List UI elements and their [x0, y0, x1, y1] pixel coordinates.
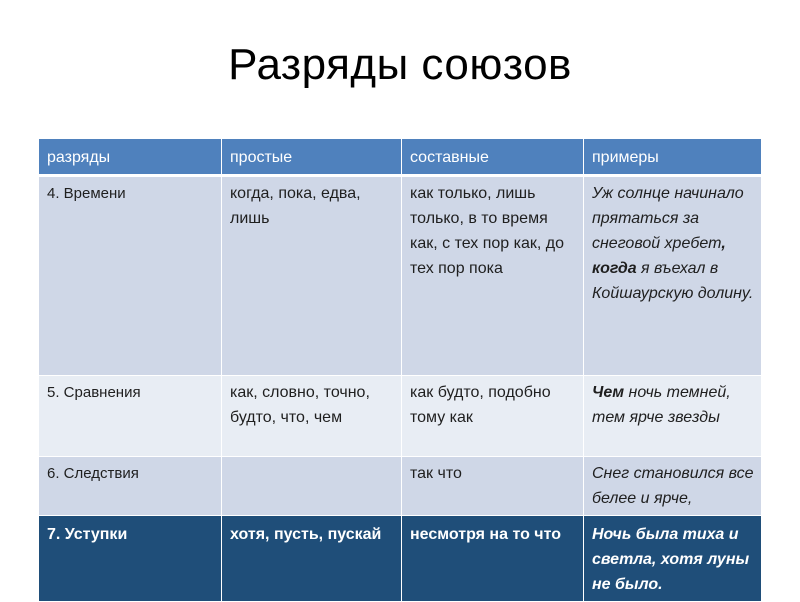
header-category: разряды	[39, 139, 222, 176]
example-bold-text: , когда	[592, 235, 726, 277]
table-row	[39, 516, 762, 602]
table-row	[39, 176, 762, 376]
cell-example: Ночь была тиха и светла, хотя луны не было.	[584, 516, 762, 602]
cell-compound: как только, лишь только, в то время как, с тех пор как, до тех пор пока	[402, 176, 584, 376]
cell-category: 6. Следствия	[39, 457, 222, 516]
page-title: Разряды союзов	[228, 40, 572, 89]
cell-example	[584, 376, 762, 457]
header-compound: составные	[402, 139, 584, 176]
table-row	[39, 376, 762, 457]
example-text: я въехал в Койшаурскую долину.	[592, 260, 754, 302]
cell-compound: несмотря на то что	[402, 516, 584, 602]
example-text: Уж солнце начинало прятаться за снеговой хребет	[592, 185, 744, 252]
cell-simple	[222, 457, 402, 516]
example-text: ночь темней, тем ярче звезды	[592, 384, 731, 426]
cell-example	[584, 176, 762, 376]
cell-category: 4. Времени	[39, 176, 222, 376]
cell-simple: когда, пока, едва, лишь	[222, 176, 402, 376]
table-row	[39, 457, 762, 516]
header-examples: примеры	[584, 139, 762, 176]
cell-simple: как, словно, точно, будто, что, чем	[222, 376, 402, 457]
header-simple: простые	[222, 139, 402, 176]
cell-category: 5. Сравнения	[39, 376, 222, 457]
cell-category: 7. Уступки	[39, 516, 222, 602]
cell-simple: хотя, пусть, пускай	[222, 516, 402, 602]
conjunctions-table	[38, 138, 762, 602]
example-bold-text: Чем	[592, 384, 625, 401]
table-header-row	[39, 139, 762, 176]
cell-compound: как будто, подобно тому как	[402, 376, 584, 457]
cell-example: Снег становился все белее и ярче,	[584, 457, 762, 516]
cell-compound: так что	[402, 457, 584, 516]
